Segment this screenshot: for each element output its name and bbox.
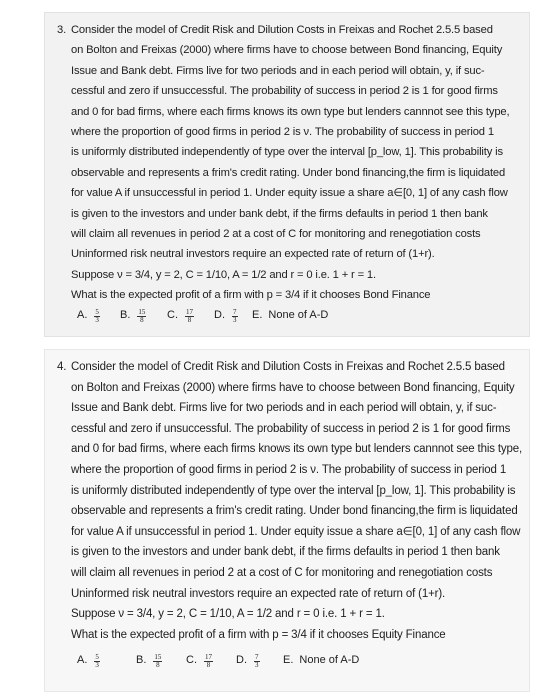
q3-line-6: where the proportion of good firms in period 2 is ν. The probability of success in period 1 (71, 126, 494, 139)
q4-line-4: cessful and zero if unsuccessful. The probability of success in period 2 is 1 for good firms (71, 422, 511, 435)
q4-choice-b[interactable]: B. $\frac{15}{8}$ (136, 653, 162, 669)
q4-choice-c-fraction: $\frac{17}{8}$ (205, 653, 212, 669)
q4-choice-b-fraction: $\frac{15}{8}$ (154, 653, 162, 669)
q3-line-11: will claim all revenues in period 2 at a cost of C for monitoring and renegotiation costs (71, 228, 481, 241)
q3-choice-b-fraction: $\frac{15}{8}$ (138, 308, 146, 324)
q3-line-9: for value A if unsuccessful in period 1. Under equity issue a share a∈[0, 1] of any cash flow (71, 187, 508, 200)
q4-line-13: Suppose ν = 3/4, y = 2, C = 1/10, A = 1/2 and r = 0 i.e. 1 + r = 1. (71, 608, 385, 621)
q3-choice-b[interactable]: B. $\frac{15}{8}$ (120, 308, 146, 324)
q3-choice-e[interactable]: E. None of A-D (252, 309, 329, 321)
q3-choice-a-fraction: $\frac{5}{3}$ (95, 308, 99, 324)
q3-choice-c[interactable]: C. $\frac{17}{8}$ (167, 308, 193, 324)
q3-choice-a[interactable]: A. $\frac{5}{3}$ (77, 308, 99, 324)
q4-choice-a[interactable]: A. $\frac{5}{3}$ (77, 653, 99, 669)
q4-line-12: Uninformed risk neutral investors require an expected rate of return of (1+r). (71, 587, 446, 600)
q4-choice-d[interactable]: D. $\frac{7}{3}$ (236, 653, 259, 669)
q4-choice-c[interactable]: C. $\frac{17}{8}$ (186, 653, 212, 669)
q3-line-3: Issue and Bank debt. Firms live for two periods and in each period will obtain, y, if suc- (71, 64, 485, 77)
q4-choice-a-fraction: $\frac{5}{3}$ (95, 653, 99, 669)
q4-line-11: will claim all revenues in period 2 at a cost of C for monitoring and renegotiation costs (71, 566, 493, 579)
q4-line-10: is given to the investors and under bank debt, if the firms defaults in period 1 then bank (71, 546, 500, 559)
q3-choice-c-fraction: $\frac{17}{8}$ (186, 308, 193, 324)
q3-line-5: and 0 for bad firms, where each firms knows its own type but lenders cannnot see this type, (71, 105, 510, 118)
question-4-number: 4. (57, 361, 67, 373)
q3-line-7: is uniformly distributed independently of type over the interval [p_low, 1]. This probability is (71, 146, 503, 159)
q4-choice-d-fraction: $\frac{7}{3}$ (255, 653, 259, 669)
panel-separator (0, 338, 552, 348)
q4-line-5: and 0 for bad firms, where each firms knows its own type but lenders cannnot see this type, (71, 443, 523, 456)
q3-line-4: cessful and zero if unsuccessful. The probability of success in period 2 is 1 for good firms (71, 85, 498, 98)
q4-line-7: is uniformly distributed independently of type over the interval [p_low, 1]. This probability is (71, 484, 516, 497)
q3-choice-e-text: None of A-D (268, 309, 329, 321)
q4-line-14: What is the expected profit of a firm with p = 3/4 if it chooses Equity Finance (71, 628, 446, 641)
q3-line-14: What is the expected profit of a firm with p = 3/4 if it chooses Bond Finance (71, 289, 431, 302)
q3-line-2: on Bolton and Freixas (2000) where firms have to choose between Bond financing, Equity (71, 44, 503, 57)
question-4-text (57, 357, 523, 645)
q4-choice-e[interactable]: E. None of A-D (283, 654, 360, 666)
q3-line-13: Suppose ν = 3/4, y = 2, C = 1/10, A = 1/2 and r = 0 i.e. 1 + r = 1. (71, 268, 376, 281)
q3-line-8: observable and represents a frim's credit rating. Under bond financing,the firm is liquidated (71, 166, 506, 179)
q4-line-9: for value A if unsuccessful in period 1. Under equity issue a share a∈[0, 1] of any cash flow (71, 525, 521, 538)
question-3-text (57, 20, 523, 306)
question-4-panel (44, 349, 530, 692)
q3-choice-d[interactable]: D. $\frac{7}{3}$ (214, 308, 237, 324)
q4-line-1: Consider the model of Credit Risk and Dilution Costs in Freixas and Rochet 2.5.5 based (71, 361, 505, 373)
question-3-panel (44, 12, 530, 337)
q3-line-1: Consider the model of Credit Risk and Dilution Costs in Freixas and Rochet 2.5.5 based (71, 24, 493, 36)
q3-line-12: Uninformed risk neutral investors require an expected rate of return of (1+r). (71, 248, 435, 261)
q3-choice-d-fraction: $\frac{7}{3}$ (233, 308, 237, 324)
q4-line-2: on Bolton and Freixas (2000) where firms have to choose between Bond financing, Equity (71, 381, 515, 394)
question-3-number: 3. (57, 24, 67, 36)
q4-line-3: Issue and Bank debt. Firms live for two periods and in each period will obtain, y, if suc- (71, 402, 497, 415)
q4-line-6: where the proportion of good firms in period 2 is ν. The probability of success in period 1 (71, 463, 507, 476)
q3-line-10: is given to the investors and under bank debt, if the firms defaults in period 1 then bank (71, 207, 488, 220)
q4-line-8: observable and represents a frim's credit rating. Under bond financing,the firm is liquidated (71, 505, 518, 518)
q4-choice-e-text: None of A-D (299, 654, 360, 666)
